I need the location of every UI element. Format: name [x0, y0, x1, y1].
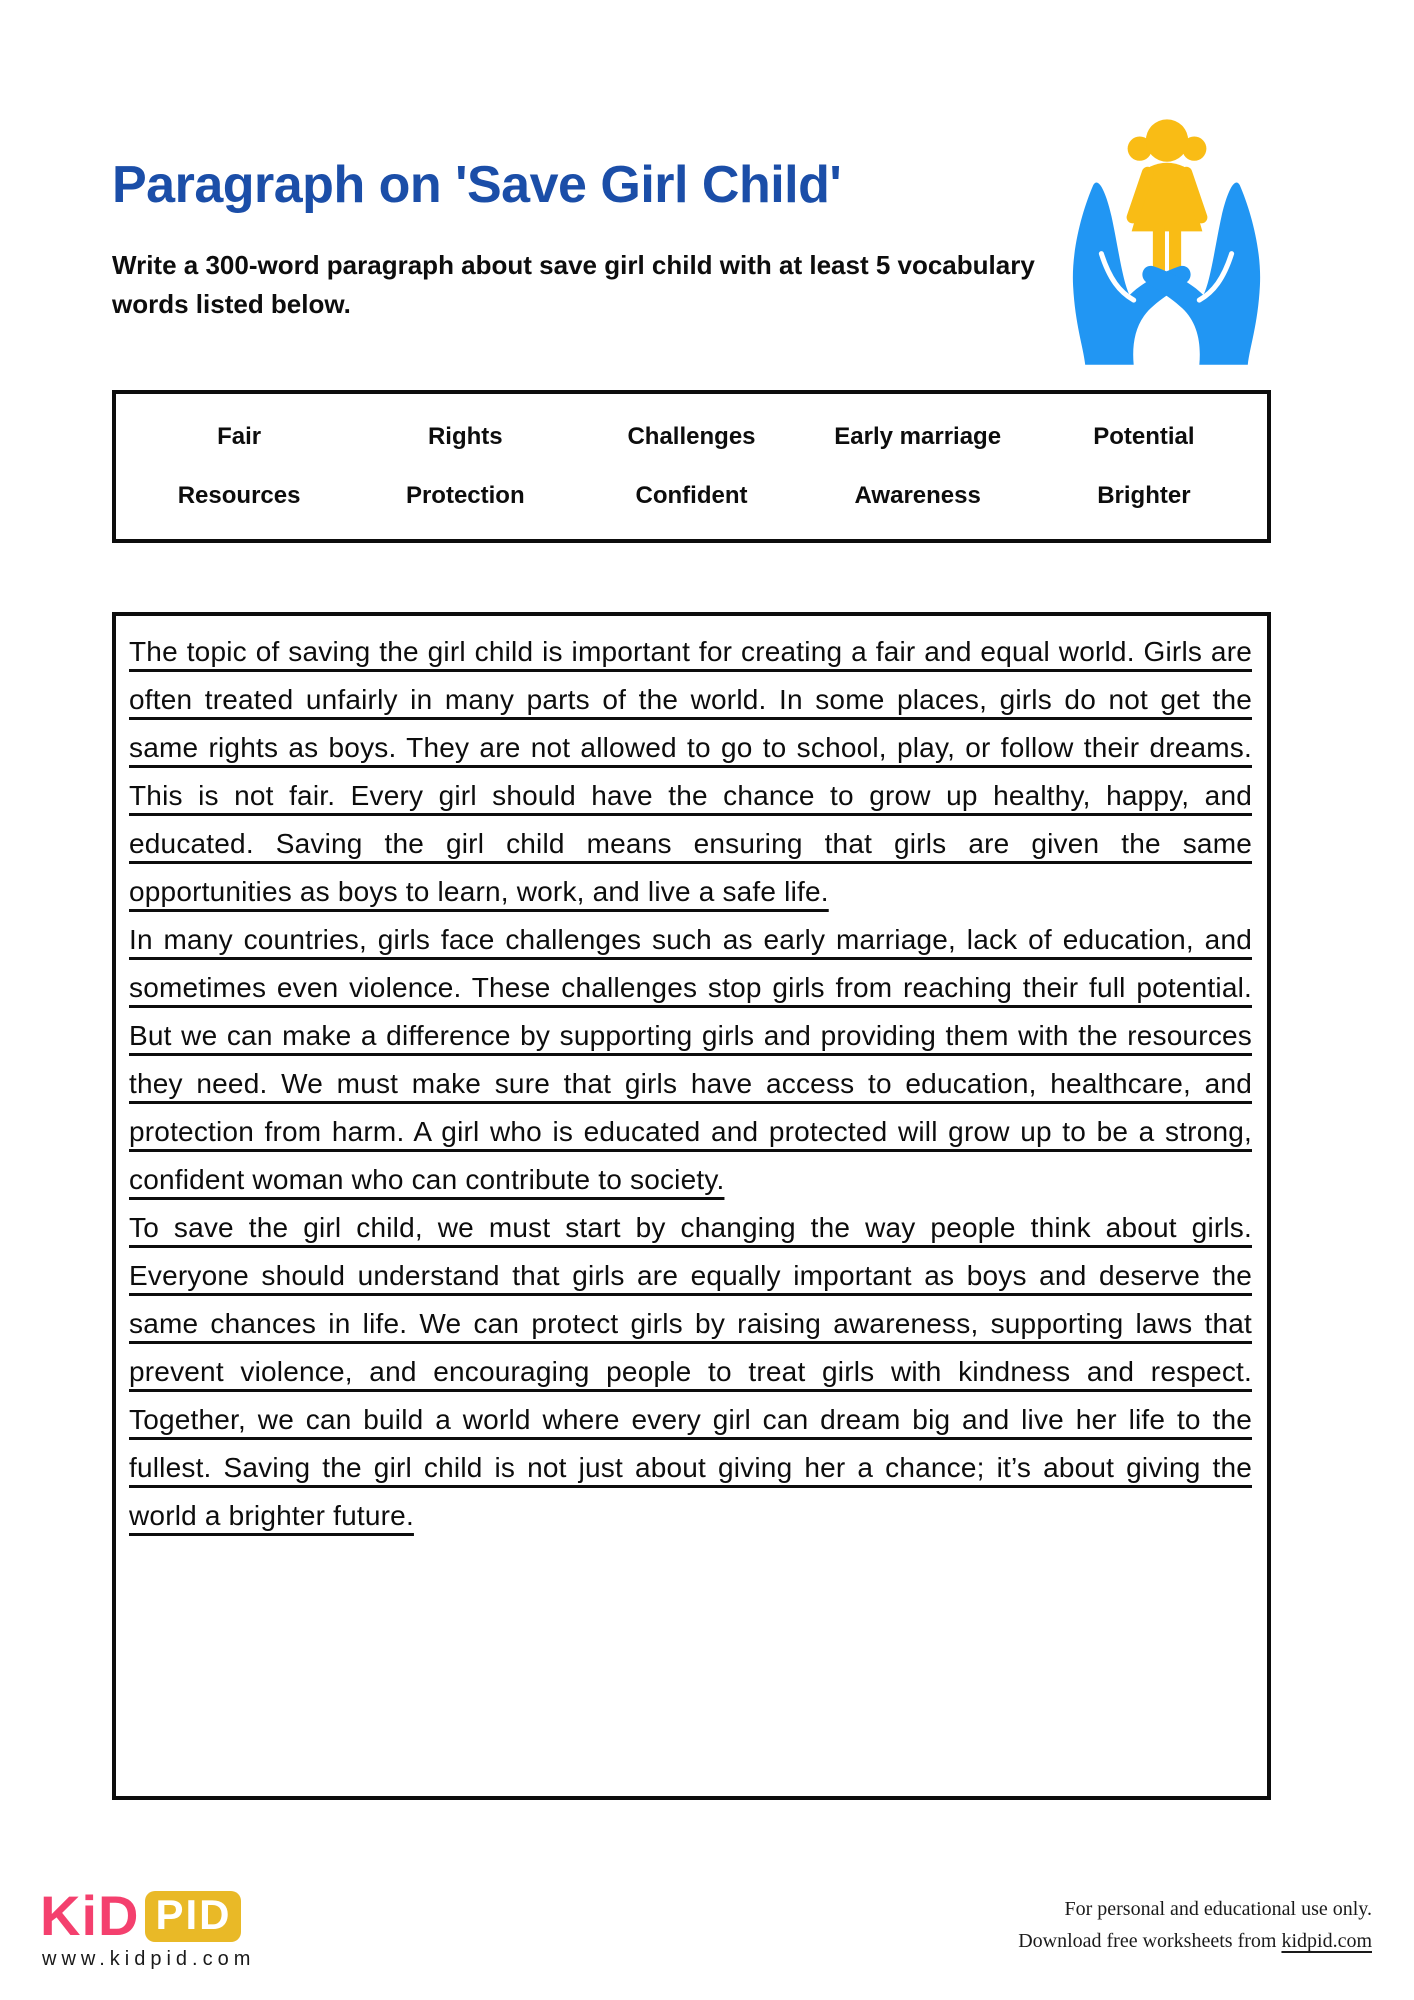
- girl-figure: [1128, 119, 1207, 269]
- vocab-word: Brighter: [1097, 481, 1191, 509]
- vocab-word: Confident: [635, 481, 748, 509]
- vocabulary-box: [112, 390, 1271, 543]
- usage-notice-line2: [1018, 1925, 1372, 1957]
- vocab-word: Potential: [1093, 423, 1195, 451]
- kidpid-logo: [40, 1884, 241, 1947]
- instructions-text: Write a 300-word paragraph about save girl child with at least 5 vocabulary words listed below.: [112, 250, 1035, 319]
- page-title: Paragraph on 'Save Girl Child': [112, 156, 842, 214]
- logo-text-pid: PID: [145, 1891, 241, 1942]
- vocab-word: Challenges: [627, 423, 756, 451]
- vocab-word: Resources: [177, 481, 301, 509]
- essay-box: [112, 612, 1271, 1800]
- hands-holding-girl-icon: [1063, 112, 1270, 365]
- usage-notice: [1018, 1893, 1372, 1957]
- kidpid-link[interactable]: kidpid.com: [1281, 1930, 1372, 1952]
- usage-notice-line1: For personal and educational use only.: [1064, 1898, 1372, 1920]
- vocab-word: Early marriage: [834, 423, 1002, 451]
- usage-notice-line2-prefix: Download free worksheets from: [1018, 1930, 1282, 1952]
- vocab-word: Protection: [405, 481, 525, 509]
- website-url: www.kidpid.com: [42, 1948, 256, 1970]
- vocab-word: Awareness: [854, 481, 981, 509]
- vocab-word: Rights: [427, 423, 503, 451]
- logo-text-kid: KiD: [40, 1884, 140, 1947]
- essay-paragraph: To save the girl child, we must start by changing the way people think about girls. Everyone should understand that girls are equally important as boys and deserve the same chances in life. We can protect girls by raising awareness, supporting laws that prevent violence, and encouraging people to treat girls with kindness and respect. Together, we can build a world where every girl can dream big and live her life to the fullest. Saving the girl child is not just about giving her a chance; it’s about giving the world a brighter future.: [129, 1212, 1252, 1531]
- essay-paragraph: The topic of saving the girl child is important for creating a fair and equal world. Girls are often treated unfairly in many parts of the world. In some places, girls do not get the same rights as boys. They are not allowed to go to school, play, or follow their dreams. This is not fair. Every girl should have the chance to grow up healthy, happy, and educated. Saving the girl child means ensuring that girls are given the same opportunities as boys to learn, work, and live a safe life.: [129, 636, 1252, 907]
- essay-paragraph: In many countries, girls face challenges such as early marriage, lack of education, and sometimes even violence. These challenges stop girls from reaching their full potential. But we can make a difference by supporting girls and providing them with the resources they need. We must make sure that girls have access to education, healthcare, and protection from harm. A girl who is educated and protected will grow up to be a strong, confident woman who can contribute to society.: [129, 924, 1252, 1195]
- vocab-word: Fair: [217, 423, 262, 451]
